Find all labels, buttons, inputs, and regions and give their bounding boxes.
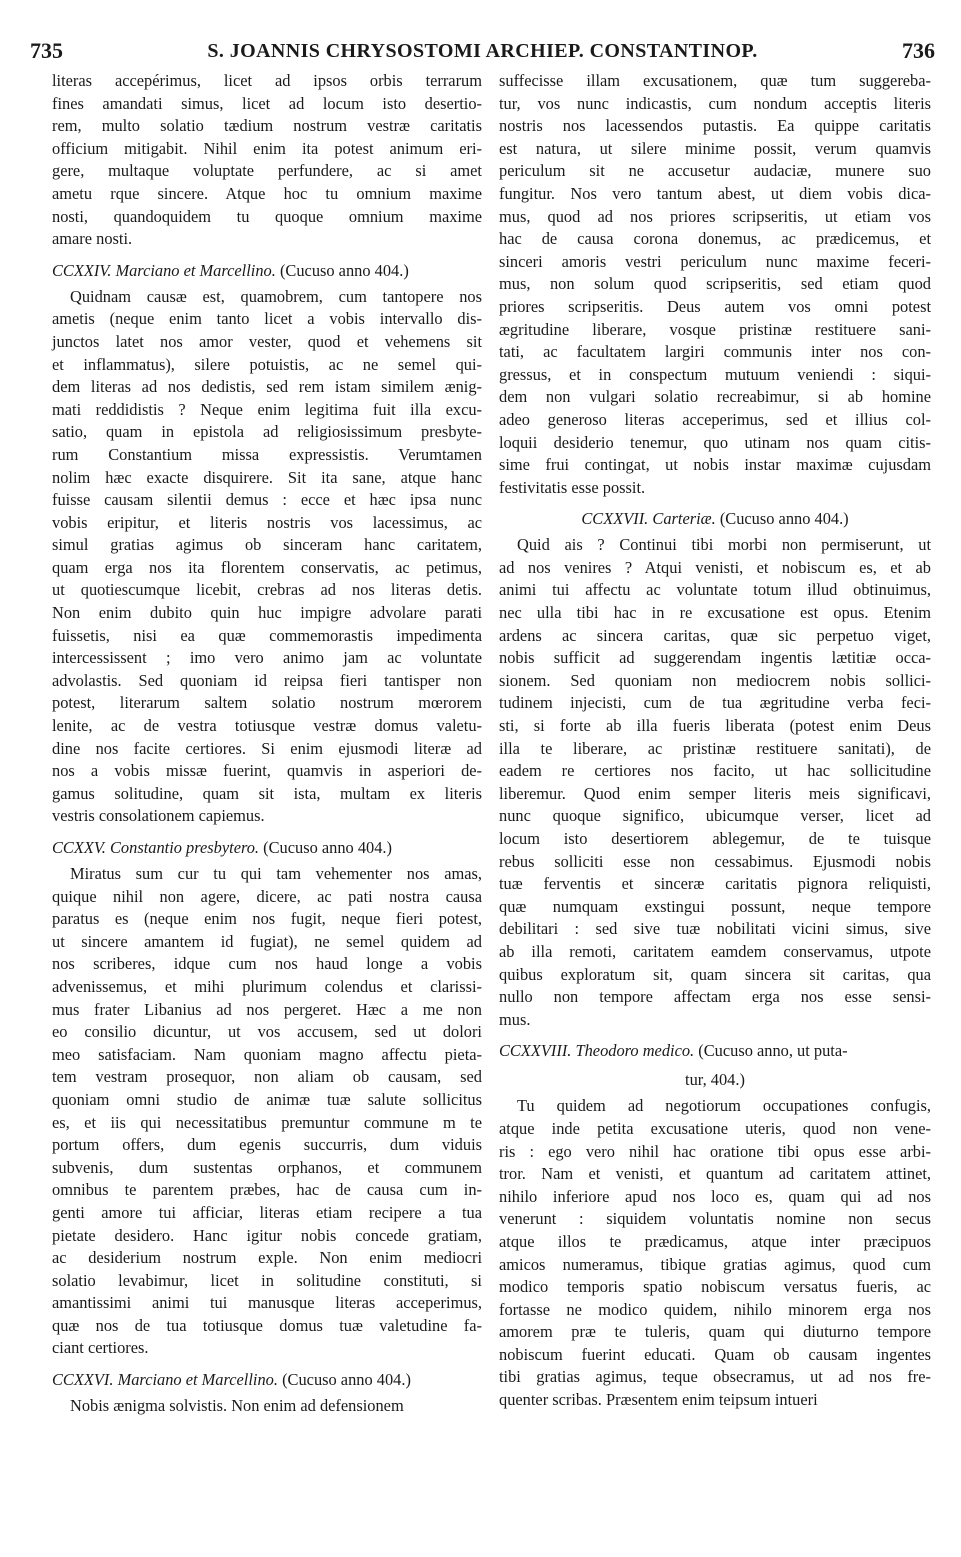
letter-226-heading [52,1366,482,1393]
text-line: suffecisse illam excusationem, quæ tum suggereba- [499,71,931,90]
letter-225-heading [52,834,482,861]
text-line: quæ nos de tua totiusque domus tuæ valetudine fa- [52,1315,482,1335]
text-line: nihilo inferiore apud nos loco es, quam qui ad nos [499,1186,931,1206]
page-number-left: 735 [30,38,63,63]
text-line: nostris nos lacessendos putastis. Ea quippe caritatis [499,116,931,136]
text-line: potest, literarum saltem solatio nostrum mœrorem [52,693,482,713]
text-line: ad nos venires ? Atqui venisti, et nobiscum es, et ab [499,557,931,577]
text-line: nobis sufficit ad suggerendam ingentis lætitiæ occa- [499,648,931,668]
text-line: quenter scribas. Præsentem enim teipsum intueri [499,1390,818,1410]
letter-date: (Cucuso anno 404.) [279,260,409,280]
text-line: satio, quam in epistola ad religiosissimum presbyte- [52,422,482,442]
letter-recipient: Marciano et Marcellino. [117,1370,278,1390]
text-line: Tu quidem ad negotiorum occupationes confugis, [517,1096,931,1116]
text-line: locum isto desertiorem ablegemur, de te tuisque [499,829,931,848]
text-line: eo consilio dicuntur, ut vos accusem, sed ut dolori [52,1022,482,1042]
text-line: festivitatis esse possit. [499,477,646,497]
letter-number: CCXXIV. [52,260,112,280]
text-line: animi tui affectu ac voluntate totum illud obtinuimus, [499,580,931,600]
text-line: gere, multaque voluptate perfundere, ac si amet [52,161,482,181]
text-line: amare nosti. [52,229,133,249]
letter-number: CCXXVI. [52,1370,114,1390]
text-line: tibi gratias agimus, teque obsecramus, ut ad nos fre- [499,1367,931,1387]
text-line: nos a vobis missæ fuerint, quamvis in asperiori de- [52,761,482,781]
text-line: periculum sit ne accusetur audaciæ, munere suo [499,161,931,181]
text-line: lenite, ac de vestra totiusque vestræ domus valetu- [52,716,482,736]
text-line: ametu rque sincere. Atque hoc tu omnium maxime [52,183,482,203]
text-line: es, et iis qui necessitatibus premuntur commune m te [52,1112,482,1132]
text-line: amantissimi animi tui manusque literas acceperimus, [52,1293,482,1313]
text-line: Non enim dubito quin huc impigre advolare parati [52,603,482,623]
text-line: tur, vos nunc indicastis, cum nondum acceptis literis [499,93,931,113]
text-line: quibus exploratum sit, quam sincera sit caritas, qua [499,964,931,984]
letter-227-heading [499,505,931,532]
text-line: omnibus te parentem præbes, hac de causa cum in- [52,1180,482,1200]
letter-recipient: Theodoro medico. [575,1041,695,1061]
text-line: eadem re certiores nos facito, ut hac sollicitudine [499,761,931,781]
text-line: solatio levabimur, licet in solitudine constituti, si [52,1270,482,1290]
text-line: illa te liberare, ac pristinæ restituere sanitati), de [499,738,931,758]
text-line: fuisse causam silentii demus : ecce et hæc ipsa nunc [52,490,482,510]
text-line: vestris consolationem capiemus. [52,806,265,826]
text-line: fuissetis, nisi ea quæ commemorastis impedimenta [52,625,482,645]
text-line: Miratus sum cur tu qui tam vehementer nos amas, [70,864,482,883]
text-line: amorem præ te tuleris, quam qui diuturno tempore [499,1322,931,1342]
text-line: nullo non tempore affectam erga nos esse sensi- [499,987,931,1007]
text-line: dem literas ad nos dedistis, sed rem istam similem ænig- [52,377,482,397]
text-line: advolastis. Sed quoniam id reipsa fieri tantisper non [52,670,482,690]
text-line: meo satisfaciam. Nam quoniam magno affectu pieta- [52,1044,482,1064]
text-line: officium mitigabit. Nihil enim ita potest animum eri- [52,138,482,158]
text-line: dine nos facite certiores. Si enim ejusmodi literæ ad [52,738,482,758]
text-line: ardens ac sincera caritas, quæ sic perpetuo viget, [499,625,931,645]
letter-recipient: Carteriæ. [652,509,716,529]
text-line: Quid ais ? Continui tibi morbi non permiserunt, ut [517,535,931,555]
text-line: rebus solliciti esse non cessabimus. Ejusmodi nobis [499,851,931,871]
text-line: Nobis ænigma solvistis. Non enim ad defensionem [70,1396,404,1416]
text-line: venerunt : siquidem voluntatis nomine non secus [499,1209,931,1229]
letter-228-heading [499,1037,931,1064]
text-line: sti, si forte ab illa fueris liberata (potest enim Deus [499,716,931,736]
text-line: loquii desiderio tenemur, quo utinam nos quam citis- [499,432,931,452]
letter-recipient: Constantio presbytero. [110,838,260,857]
letter-date: tur, 404.) [685,1070,745,1090]
text-line: atque inde petita excusatione uteris, quod non vene- [499,1118,931,1138]
text-line: et inflammatus), silere potuistis, ac ne semel qui- [52,354,482,374]
text-line: sinceri amoris vestri periculum nunc maxime feceri- [499,251,931,271]
letter-number: CCXXVIII. [499,1041,572,1061]
text-line: pietate desidero. Hanc igitur nobis concede gratiam, [52,1225,482,1245]
text-line: mus, non solum quod scripseritis, sed etiam quod [499,274,931,294]
text-line: mus. [499,1009,531,1029]
text-line: nobiscum fuerint educati. Quam ob causam ingentes [499,1344,931,1364]
text-line: ciant certiores. [52,1338,149,1358]
letter-date: (Cucuso anno 404.) [719,509,849,529]
text-line: vobis eripitur, et literis nostris vos lacessimus, ac [52,512,482,532]
text-line: ab illa remoti, caritatem eamdem conservamus, utpote [499,941,931,961]
text-line: fungitur. Nos vero tantum abest, ut diem vobis dica- [499,183,931,203]
text-line: est natura, ut silere minime possit, verum quamvis [499,138,931,158]
letter-date: (Cucuso anno 404.) [282,1370,411,1390]
page-number-right: 736 [902,38,935,63]
letter-228-heading-cont [499,1066,931,1093]
text-line: quæ numquam exstingui possunt, neque tempore [499,896,931,916]
text-line: Quidnam causæ est, quamobrem, cum tantopere nos [70,286,482,306]
text-line: subvenis, dum sustentas orphanos, et communem [52,1157,482,1177]
text-line: simul gratias agimus ob sinceram hanc caritatem, [52,535,482,555]
text-line: mati reddidistis ? Neque enim legitima fuit illa excu- [52,399,482,419]
text-line: quam erga nos ita florentem conservatis, ac petimus, [52,557,482,577]
text-line: amicos numeramus, tibique gratias agimus, quod cum [499,1254,931,1274]
text-line: debilitari : sed sive tuæ nobilitati vicini simus, sive [499,919,931,939]
letter-224-heading [52,257,482,284]
page-header [30,38,935,68]
text-line: paratus es (neque enim nos fugit, neque fieri potest, [52,909,482,929]
text-line: junctos latet nos amor vester, quod et vehemens sit [52,331,482,351]
text-line: rem, multo solatio tædium nostrum vestræ caritatis [52,116,482,136]
text-line: intercessissent ; imo vero animo jam ac voluntate [52,648,482,668]
text-line: tem vestram prosequor, non aliam ob causam, sed [52,1067,482,1087]
text-line: tudinem injecisti, cum de tua ægritudine verba feci- [499,693,931,713]
text-line: nolim hæc exacte disquirere. Sit ita sane, atque hanc [52,467,482,487]
text-line: ris : ego vero nihil hac oratione tibi opus esse arbi- [499,1141,931,1161]
text-line: tror. Nam et venisti, et quantum ad caritatem attinet, [499,1164,931,1184]
text-line: dem non vulgari solatio recreabimur, si ab homine [499,387,931,407]
text-line: gressus, et in conspectum mutuum veniendi : siqui- [499,364,931,384]
text-line: ut sincere amantem id fugiat), ne semel quidem ad [52,931,482,951]
text-line: modico temporis spatio nobiscum versatus fueris, ac [499,1277,931,1297]
text-line: fines amandati simus, licet ad locum isto desertio- [52,93,482,113]
text-line: advenissemus, et mihi plurimum colendus et clarissi- [52,976,482,996]
text-line: literas accepérimus, licet ad ipsos orbis terrarum [52,71,482,90]
text-line: ægritudine liberare, vosque pristinæ restituere sani- [499,319,931,339]
text-line: ac desiderium nostrum exple. Non enim mediocri [52,1248,482,1268]
text-line: nosti, quandoquidem tu quoque omnium maxime [52,206,482,226]
text-line: fortasse ne modico quidem, nihilo minorem erga nos [499,1299,931,1319]
text-line: nos scriberes, idque cum nos haud longe a vobis [52,954,482,974]
letter-date: (Cucuso anno, ut puta- [698,1041,848,1061]
text-line: rum Constantium missa expressistis. Verumtamen [52,444,482,464]
text-line: mus frater Libanius ad nos pergeret. Hæc a me non [52,999,482,1019]
text-line: adeo generoso literas acceperimus, sed et illius col- [499,409,931,429]
text-line: priores scripseritis. Deus autem vos omni potest [499,296,931,316]
text-line: nec ulla tibi hac in re excusatione est opus. Etenim [499,603,931,623]
text-line: genti amore tui afficiar, literas etiam recipere a tua [52,1202,482,1222]
text-line: quique nihil non agere, dicere, ac pati nostra causa [52,886,482,906]
left-column [52,70,482,1418]
running-title: S. JOANNIS CHRYSOSTOMI ARCHIEP. CONSTANTINOP. [207,40,758,62]
letter-number: CCXXVII. [581,509,649,529]
text-line: ut quotiescumque licebit, crebras ad nos literas detis. [52,580,482,600]
text-line: tati, ac facultatem largiri communis inter nos con- [499,342,931,362]
text-line: hac de causa corona donemus, ac prædicemus, et [499,229,931,249]
text-line: quoniam omni studio de animæ tuæ salute sollicitus [52,1089,482,1109]
text-line: sime frui contingat, ut nobis instar maximæ cujusdam [499,455,931,475]
letter-date: (Cucuso anno 404.) [263,838,392,857]
text-line: nunc quoque significo, ubicumque verser, licet ad [499,806,931,826]
right-column [499,70,931,1412]
letter-recipient: Marciano et Marcellino. [115,260,276,280]
text-line: ametis (neque enim tanto licet a vobis intervallo dis- [52,309,482,329]
text-line: liberemur. Quod enim semper literis meis significavi, [499,783,931,803]
text-line: atque illos te prædicamus, atque inter præcipuos [499,1231,931,1251]
text-line: tuæ ferventis et sinceræ caritatis pignora reliquisti, [499,874,931,894]
text-line: mus, quod ad nos priores scripseritis, ut etiam vos [499,206,931,226]
text-line: portum offers, dum egenis succurris, dum viduis [52,1135,482,1155]
letter-number: CCXXV. [52,838,106,857]
text-line: gamus solitudine, quam sit ista, multam ex literis [52,783,482,803]
text-line: sionem. Sed quoniam non mediocrem nobis sollici- [499,670,931,690]
